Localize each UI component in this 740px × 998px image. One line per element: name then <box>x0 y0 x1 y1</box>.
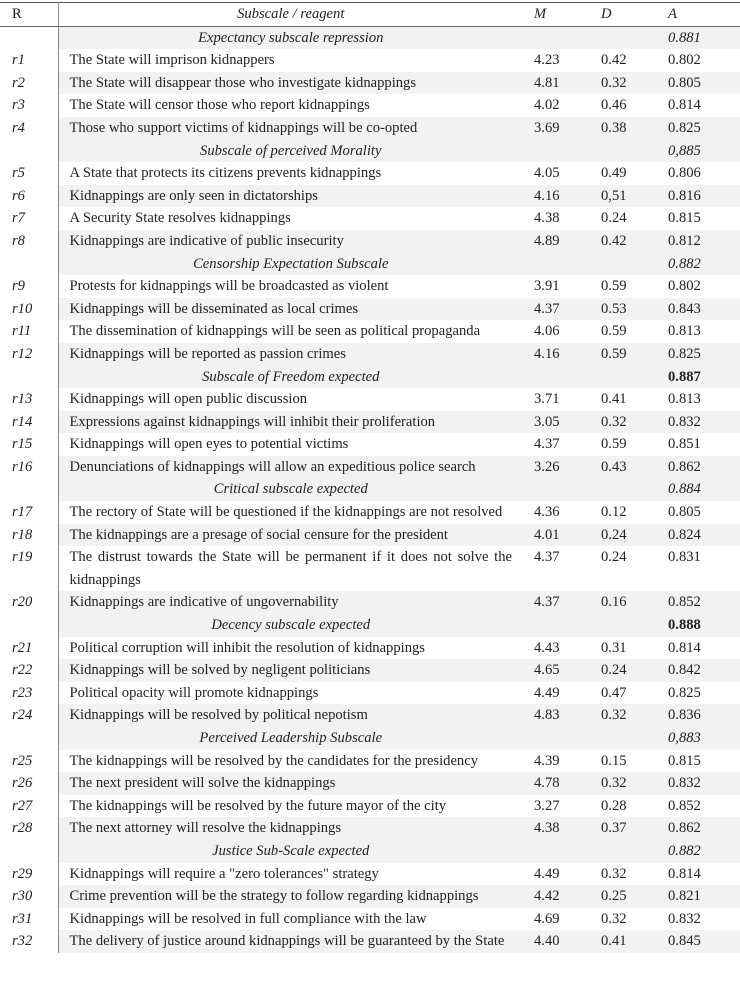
section-r-cell <box>0 366 58 389</box>
item-row <box>0 185 740 208</box>
item-m: 4.37 <box>534 436 560 453</box>
item-id: r1 <box>12 52 25 69</box>
item-text: The State will imprison kidnappers <box>58 49 524 72</box>
header-row <box>0 3 740 27</box>
item-m: 3.69 <box>524 117 591 140</box>
section-alpha: 0,883 <box>658 727 740 750</box>
item-id: r17 <box>12 504 33 521</box>
item-d: 0.42 <box>601 52 627 69</box>
item-row <box>0 930 740 953</box>
section-r-cell <box>0 478 58 501</box>
item-a: 0.862 <box>658 456 740 479</box>
item-m: 4.05 <box>534 165 560 182</box>
item-d: 0.32 <box>591 704 658 727</box>
item-id: r7 <box>12 210 25 227</box>
item-id: r18 <box>0 524 58 547</box>
item-row <box>0 388 740 411</box>
item-m: 4.65 <box>524 659 591 682</box>
item-row <box>0 704 740 727</box>
item-text: Kidnappings will be solved by negligent politicians <box>58 659 524 682</box>
item-a: 0.825 <box>668 684 701 701</box>
item-id: r30 <box>0 885 58 908</box>
section-row <box>0 614 740 637</box>
section-alpha: 0.882 <box>658 840 740 863</box>
item-m: 4.36 <box>534 504 560 521</box>
item-m: 4.37 <box>524 298 591 321</box>
item-text: Crime prevention will be the strategy to follow regarding kidnappings <box>58 885 524 908</box>
item-row <box>0 546 740 591</box>
section-title: Expectancy subscale repression <box>58 26 524 49</box>
section-row <box>0 253 740 276</box>
section-m-cell <box>524 366 591 389</box>
item-a: 0.814 <box>668 865 701 882</box>
item-row <box>0 795 740 818</box>
item-text: Kidnappings will be disseminated as local crimes <box>58 298 524 321</box>
item-row <box>0 433 740 456</box>
item-m: 4.69 <box>534 910 560 927</box>
item-row <box>0 524 740 547</box>
item-m: 4.89 <box>524 230 591 253</box>
item-d: 0.42 <box>591 230 658 253</box>
section-m-cell <box>524 840 591 863</box>
item-row <box>0 750 740 773</box>
item-d: 0.47 <box>601 684 627 701</box>
item-m: 4.49 <box>534 865 560 882</box>
item-id: r13 <box>12 391 33 408</box>
item-id: r19 <box>12 549 33 566</box>
section-alpha: 0.884 <box>658 478 740 501</box>
item-id: r29 <box>12 865 33 882</box>
item-a: 0.815 <box>668 752 701 769</box>
section-alpha: 0,885 <box>658 140 740 163</box>
item-row <box>0 320 740 343</box>
item-m: 3.05 <box>524 411 591 434</box>
item-row <box>0 501 740 524</box>
item-id: r27 <box>12 797 33 814</box>
section-r-cell <box>0 140 58 163</box>
item-a: 0.843 <box>658 298 740 321</box>
item-d: 0.59 <box>601 436 627 453</box>
item-m: 4.16 <box>524 185 591 208</box>
item-d: 0.43 <box>591 456 658 479</box>
item-row <box>0 298 740 321</box>
item-text: Protests for kidnappings will be broadcasted as violent <box>58 275 524 298</box>
item-row <box>0 207 740 230</box>
item-d: 0.41 <box>591 930 658 953</box>
item-id: r20 <box>0 591 58 614</box>
section-m-cell <box>524 26 591 49</box>
item-text: The rectory of State will be questioned if the kidnappings are not resolved <box>58 501 524 524</box>
item-a: 0.802 <box>668 278 701 295</box>
item-a: 0.832 <box>668 910 701 927</box>
item-id: r4 <box>0 117 58 140</box>
section-m-cell <box>524 614 591 637</box>
item-a: 0.852 <box>658 591 740 614</box>
item-row <box>0 117 740 140</box>
item-m: 3.91 <box>534 278 560 295</box>
section-m-cell <box>524 727 591 750</box>
section-row <box>0 840 740 863</box>
item-id: r21 <box>12 639 33 656</box>
item-a: 0.814 <box>668 97 701 114</box>
item-d: 0.53 <box>591 298 658 321</box>
item-row <box>0 94 740 117</box>
item-text: Kidnappings are indicative of public insecurity <box>58 230 524 253</box>
section-title: Subscale of Freedom expected <box>58 366 524 389</box>
section-m-cell <box>524 140 591 163</box>
item-a: 0.814 <box>668 639 701 656</box>
item-m: 4.23 <box>534 52 560 69</box>
item-a: 0.862 <box>658 817 740 840</box>
section-m-cell <box>524 478 591 501</box>
item-m: 4.16 <box>524 343 591 366</box>
item-text: Kidnappings will require a "zero tolerances" strategy <box>58 863 524 886</box>
item-text: The distrust towards the State will be permanent if it does not solve the kidnappings <box>58 546 524 591</box>
item-text: The dissemination of kidnappings will be seen as political propaganda <box>58 320 524 343</box>
item-d: 0.46 <box>601 97 627 114</box>
item-a: 0.831 <box>668 549 701 566</box>
item-text: The kidnappings will be resolved by the candidates for the presidency <box>58 750 524 773</box>
item-d: 0.59 <box>591 343 658 366</box>
item-a: 0.816 <box>658 185 740 208</box>
item-d: 0.32 <box>601 910 627 927</box>
item-id: r11 <box>12 323 32 340</box>
header-m: M <box>524 3 591 27</box>
item-d: 0.16 <box>591 591 658 614</box>
item-a: 0.812 <box>658 230 740 253</box>
item-d: 0.12 <box>601 504 627 521</box>
item-text: Denunciations of kidnappings will allow an expeditious police search <box>58 456 524 479</box>
item-a: 0.836 <box>658 704 740 727</box>
item-a: 0.825 <box>658 343 740 366</box>
item-row <box>0 817 740 840</box>
item-text: Kidnappings will be reported as passion crimes <box>58 343 524 366</box>
item-row <box>0 49 740 72</box>
item-row <box>0 591 740 614</box>
section-title: Subscale of perceived Morality <box>58 140 524 163</box>
section-r-cell <box>0 727 58 750</box>
item-m: 4.37 <box>534 549 560 566</box>
item-text: Those who support victims of kidnappings will be co-opted <box>58 117 524 140</box>
section-alpha: 0.881 <box>658 26 740 49</box>
item-a: 0.852 <box>668 797 701 814</box>
item-a: 0.806 <box>668 165 701 182</box>
item-m: 4.78 <box>524 772 591 795</box>
item-row <box>0 411 740 434</box>
item-id: r9 <box>12 278 25 295</box>
section-title: Perceived Leadership Subscale <box>58 727 524 750</box>
item-a: 0.842 <box>658 659 740 682</box>
section-row <box>0 140 740 163</box>
section-r-cell <box>0 840 58 863</box>
section-alpha: 0.887 <box>658 366 740 389</box>
item-d: 0.24 <box>591 524 658 547</box>
section-title: Decency subscale expected <box>58 614 524 637</box>
item-text: The kidnappings are a presage of social censure for the president <box>58 524 524 547</box>
section-d-cell <box>591 366 658 389</box>
section-row <box>0 478 740 501</box>
item-m: 4.43 <box>534 639 560 656</box>
item-text: Kidnappings will be resolved in full compliance with the law <box>58 908 524 931</box>
item-a: 0.845 <box>658 930 740 953</box>
item-text: A Security State resolves kidnappings <box>58 207 524 230</box>
item-m: 3.26 <box>524 456 591 479</box>
item-d: 0.25 <box>591 885 658 908</box>
item-id: r6 <box>0 185 58 208</box>
item-d: 0.24 <box>601 210 627 227</box>
item-d: 0.59 <box>601 323 627 340</box>
item-a: 0.851 <box>668 436 701 453</box>
item-text: Expressions against kidnappings will inhibit their proliferation <box>58 411 524 434</box>
item-a: 0.805 <box>668 504 701 521</box>
item-id: r31 <box>12 910 33 927</box>
item-d: 0.32 <box>601 865 627 882</box>
item-text: Kidnappings are only seen in dictatorships <box>58 185 524 208</box>
item-text: The State will disappear those who investigate kidnappings <box>58 72 524 95</box>
item-id: r16 <box>0 456 58 479</box>
item-d: 0.37 <box>591 817 658 840</box>
section-d-cell <box>591 614 658 637</box>
item-a: 0.813 <box>668 323 701 340</box>
item-id: r14 <box>0 411 58 434</box>
item-m: 4.02 <box>534 97 560 114</box>
item-text: Kidnappings will open public discussion <box>58 388 524 411</box>
item-id: r3 <box>12 97 25 114</box>
section-d-cell <box>591 253 658 276</box>
item-a: 0.815 <box>668 210 701 227</box>
item-text: The delivery of justice around kidnappings will be guaranteed by the State <box>58 930 524 953</box>
item-text: Kidnappings will open eyes to potential victims <box>58 433 524 456</box>
item-id: r32 <box>0 930 58 953</box>
item-d: 0,51 <box>591 185 658 208</box>
item-row <box>0 275 740 298</box>
item-id: r22 <box>0 659 58 682</box>
item-m: 3.27 <box>534 797 560 814</box>
item-d: 0.38 <box>591 117 658 140</box>
item-m: 4.06 <box>534 323 560 340</box>
item-id: r10 <box>0 298 58 321</box>
item-text: The State will censor those who report kidnappings <box>58 94 524 117</box>
item-id: r8 <box>0 230 58 253</box>
item-a: 0.821 <box>658 885 740 908</box>
item-id: r15 <box>12 436 33 453</box>
item-a: 0.832 <box>658 411 740 434</box>
item-m: 4.81 <box>524 72 591 95</box>
item-text: The next president will solve the kidnappings <box>58 772 524 795</box>
item-m: 3.71 <box>534 391 560 408</box>
item-m: 4.83 <box>524 704 591 727</box>
item-d: 0.49 <box>601 165 627 182</box>
item-d: 0.59 <box>601 278 627 295</box>
item-row <box>0 682 740 705</box>
item-a: 0.813 <box>668 391 701 408</box>
subscale-table <box>0 2 740 953</box>
header-subscale: Subscale / reagent <box>58 3 524 27</box>
item-row <box>0 456 740 479</box>
item-row <box>0 863 740 886</box>
section-r-cell <box>0 26 58 49</box>
section-title: Censorship Expectation Subscale <box>58 253 524 276</box>
item-row <box>0 659 740 682</box>
item-row <box>0 72 740 95</box>
item-m: 4.39 <box>534 752 560 769</box>
section-alpha: 0.882 <box>658 253 740 276</box>
item-d: 0.28 <box>601 797 627 814</box>
item-m: 4.38 <box>534 210 560 227</box>
section-m-cell <box>524 253 591 276</box>
item-d: 0.32 <box>591 72 658 95</box>
item-a: 0.802 <box>668 52 701 69</box>
section-d-cell <box>591 840 658 863</box>
section-row <box>0 26 740 49</box>
item-text: Kidnappings are indicative of ungovernability <box>58 591 524 614</box>
item-d: 0.15 <box>601 752 627 769</box>
item-d: 0.31 <box>601 639 627 656</box>
item-id: r24 <box>0 704 58 727</box>
item-row <box>0 230 740 253</box>
item-m: 4.40 <box>524 930 591 953</box>
item-a: 0.824 <box>658 524 740 547</box>
item-text: The kidnappings will be resolved by the future mayor of the city <box>58 795 524 818</box>
section-d-cell <box>591 26 658 49</box>
section-alpha: 0.888 <box>658 614 740 637</box>
section-title: Critical subscale expected <box>58 478 524 501</box>
section-d-cell <box>591 478 658 501</box>
item-id: r28 <box>0 817 58 840</box>
item-m: 4.38 <box>524 817 591 840</box>
item-text: Kidnappings will be resolved by political nepotism <box>58 704 524 727</box>
header-d: D <box>591 3 658 27</box>
item-row <box>0 908 740 931</box>
item-m: 4.37 <box>524 591 591 614</box>
section-row <box>0 366 740 389</box>
item-text: A State that protects its citizens prevents kidnappings <box>58 162 524 185</box>
item-row <box>0 343 740 366</box>
item-m: 4.01 <box>524 524 591 547</box>
item-d: 0.24 <box>601 549 627 566</box>
item-text: Political corruption will inhibit the resolution of kidnappings <box>58 637 524 660</box>
section-r-cell <box>0 253 58 276</box>
item-text: The next attorney will resolve the kidnappings <box>58 817 524 840</box>
section-d-cell <box>591 140 658 163</box>
item-row <box>0 885 740 908</box>
item-row <box>0 162 740 185</box>
section-d-cell <box>591 727 658 750</box>
item-d: 0.41 <box>601 391 627 408</box>
item-id: r23 <box>12 684 33 701</box>
item-id: r26 <box>0 772 58 795</box>
header-r: R <box>0 3 58 27</box>
section-r-cell <box>0 614 58 637</box>
item-row <box>0 772 740 795</box>
item-a: 0.832 <box>658 772 740 795</box>
item-id: r5 <box>12 165 25 182</box>
item-m: 4.49 <box>534 684 560 701</box>
item-id: r25 <box>12 752 33 769</box>
section-title: Justice Sub-Scale expected <box>58 840 524 863</box>
item-a: 0.825 <box>658 117 740 140</box>
item-d: 0.24 <box>591 659 658 682</box>
header-a: A <box>658 3 740 27</box>
item-a: 0.805 <box>658 72 740 95</box>
item-row <box>0 637 740 660</box>
item-m: 4.42 <box>524 885 591 908</box>
item-d: 0.32 <box>591 411 658 434</box>
item-id: r12 <box>0 343 58 366</box>
item-id: r2 <box>0 72 58 95</box>
item-d: 0.32 <box>591 772 658 795</box>
section-row <box>0 727 740 750</box>
item-text: Political opacity will promote kidnappings <box>58 682 524 705</box>
